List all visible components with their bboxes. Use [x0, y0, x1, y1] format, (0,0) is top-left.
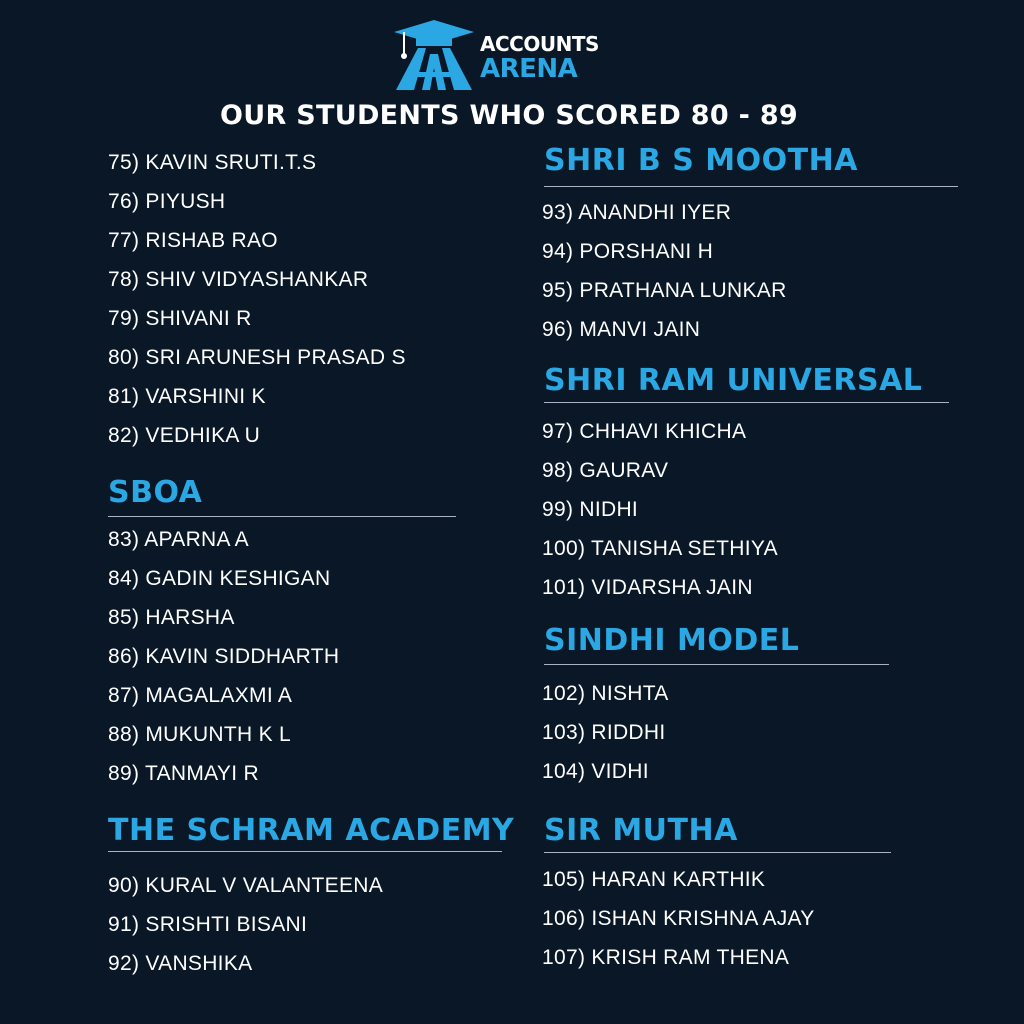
heading-divider [544, 664, 889, 665]
list-item: 91) SRISHTI BISANI [108, 913, 308, 936]
brand-name-line1: ACCOUNTS [480, 32, 599, 56]
list-item: 77) RISHAB RAO [108, 229, 278, 252]
list-item: 104) VIDHI [542, 760, 649, 783]
list-item: 78) SHIV VIDYASHANKAR [108, 268, 369, 291]
list-item: 96) MANVI JAIN [542, 318, 701, 341]
list-item: 83) APARNA A [108, 528, 249, 551]
list-item: 95) PRATHANA LUNKAR [542, 279, 787, 302]
heading-divider [544, 186, 958, 187]
list-item: 94) PORSHANI H [542, 240, 714, 263]
heading-divider [108, 851, 502, 852]
heading-divider [544, 402, 949, 403]
list-item: 88) MUKUNTH K L [108, 723, 292, 746]
list-item: 81) VARSHINI K [108, 385, 266, 408]
list-item: 103) RIDDHI [542, 721, 666, 744]
list-item: 99) NIDHI [542, 498, 639, 521]
school-heading-mutha: SIR MUTHA [544, 813, 738, 848]
list-item: 82) VEDHIKA U [108, 424, 261, 447]
list-item: 107) KRISH RAM THENA [542, 946, 790, 969]
list-item: 79) SHIVANI R [108, 307, 252, 330]
list-item: 80) SRI ARUNESH PRASAD S [108, 346, 406, 369]
school-heading-ram: SHRI RAM UNIVERSAL [544, 363, 923, 398]
list-item: 76) PIYUSH [108, 190, 226, 213]
school-heading-sboa: SBOA [108, 475, 203, 510]
list-item: 93) ANANDHI IYER [542, 201, 732, 224]
list-item: 98) GAURAV [542, 459, 669, 482]
list-item: 75) KAVIN SRUTI.T.S [108, 151, 317, 174]
list-item: 97) CHHAVI KHICHA [542, 420, 747, 443]
list-item: 102) NISHTA [542, 682, 669, 705]
brand-logo [392, 18, 622, 90]
page-title: OUR STUDENTS WHO SCORED 80 - 89 [219, 100, 798, 131]
list-item: 100) TANISHA SETHIYA [542, 537, 778, 560]
list-item: 92) VANSHIKA [108, 952, 253, 975]
graduation-cap-tower-icon [392, 18, 476, 90]
list-item: 101) VIDARSHA JAIN [542, 576, 753, 599]
school-heading-schram: THE SCHRAM ACADEMY [108, 813, 515, 848]
list-item: 85) HARSHA [108, 606, 235, 629]
heading-divider [544, 852, 891, 853]
school-heading-mootha: SHRI B S MOOTHA [544, 143, 858, 178]
school-heading-sindhi: SINDHI MODEL [544, 623, 800, 658]
heading-divider [108, 516, 456, 517]
list-item: 106) ISHAN KRISHNA AJAY [542, 907, 815, 930]
list-item: 84) GADIN KESHIGAN [108, 567, 331, 590]
list-item: 90) KURAL V VALANTEENA [108, 874, 384, 897]
list-item: 89) TANMAYI R [108, 762, 259, 785]
list-item: 87) MAGALAXMI A [108, 684, 293, 707]
brand-name-line2: ARENA [480, 54, 578, 84]
list-item: 86) KAVIN SIDDHARTH [108, 645, 340, 668]
list-item: 105) HARAN KARTHIK [542, 868, 766, 891]
